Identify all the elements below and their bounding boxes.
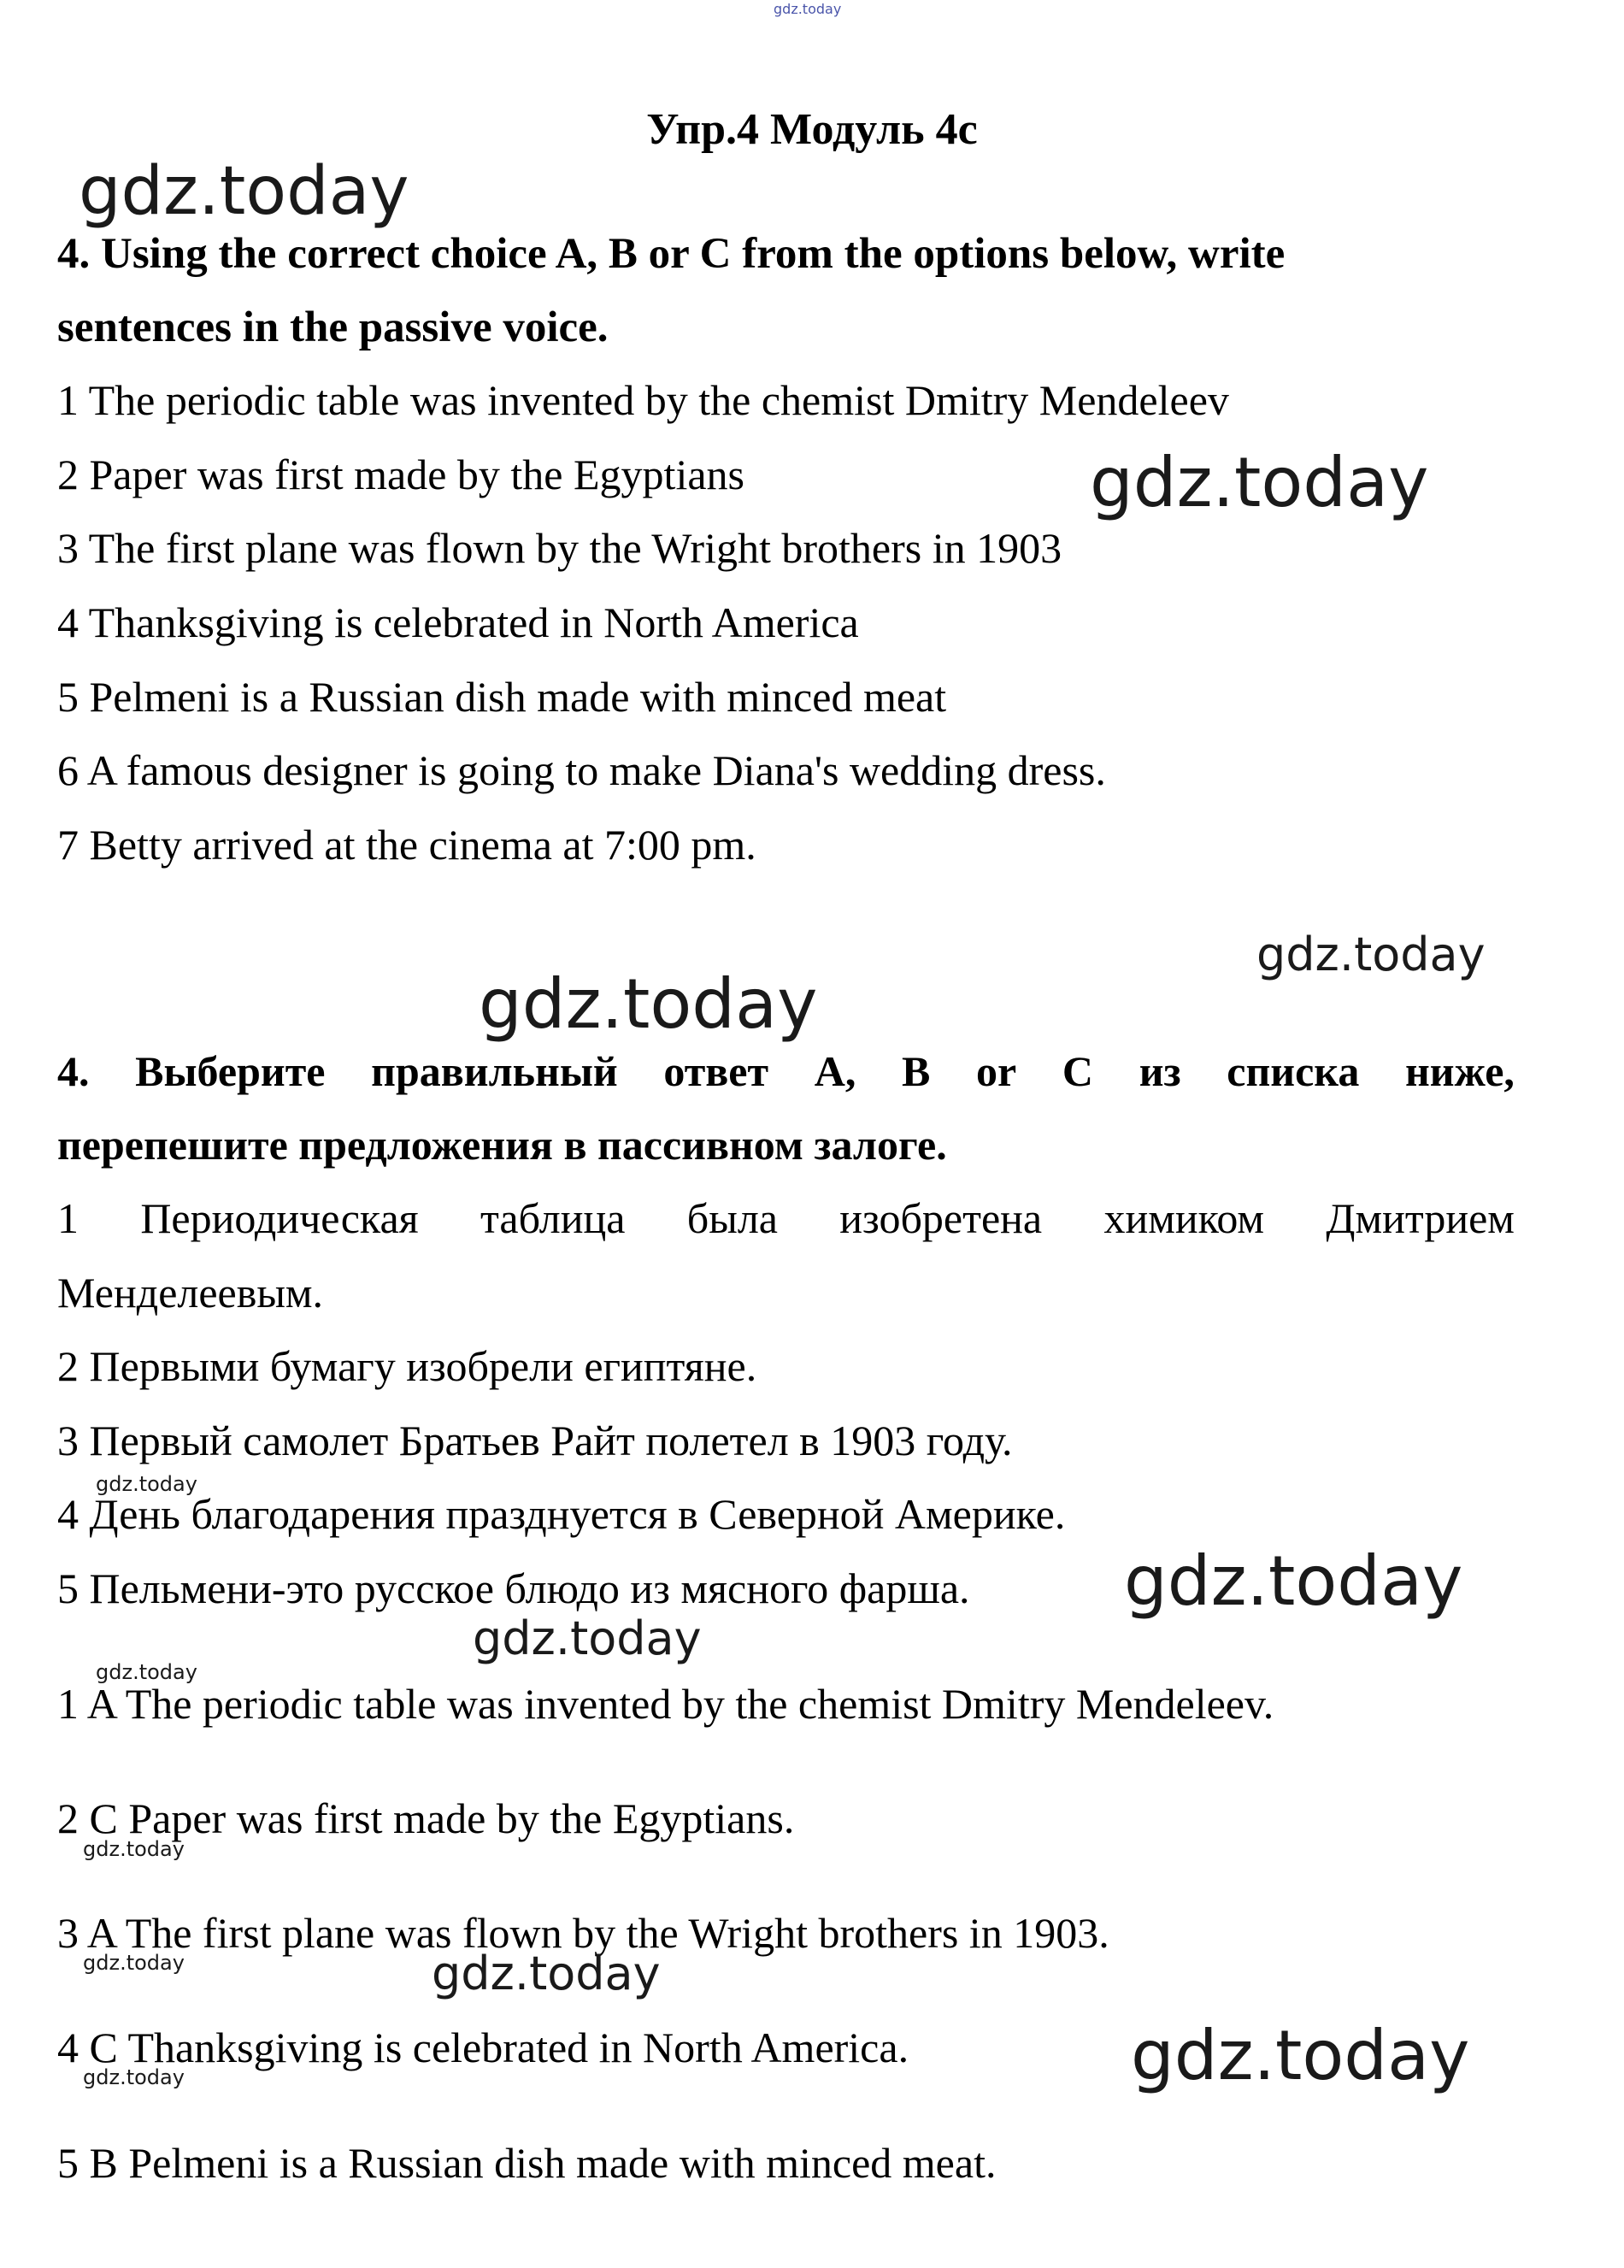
- word: ответ: [663, 1047, 769, 1095]
- answer-item: 2 C Paper was first made by the Egyptians.: [57, 1794, 795, 1842]
- russian-item: 4 День благодарения празднуется в Северной Америке.: [57, 1490, 1066, 1538]
- answer-item: 5 B Pelmeni is a Russian dish made with minced meat.: [57, 2139, 997, 2187]
- english-item: 3 The first plane was flown by the Wright brothers in 1903: [57, 524, 1062, 572]
- page-title: Упр.4 Модуль 4c: [646, 105, 978, 154]
- english-item: 4 Thanksgiving is celebrated in North America: [57, 598, 859, 646]
- watermark: gdz.today: [1124, 1541, 1463, 1621]
- word: B: [902, 1047, 931, 1095]
- word: C: [1062, 1047, 1094, 1095]
- word: Выберите: [135, 1047, 326, 1095]
- watermark: gdz.today: [479, 964, 818, 1044]
- watermark: gdz.today: [1256, 928, 1486, 981]
- word: 1: [57, 1194, 79, 1242]
- watermark: gdz.today: [1131, 2016, 1470, 2095]
- answer-item: 4 C Thanksgiving is celebrated in North America.: [57, 2024, 909, 2071]
- watermark: gdz.today: [83, 2065, 185, 2089]
- english-item: 2 Paper was first made by the Egyptians: [57, 451, 744, 498]
- english-item: 7 Betty arrived at the cinema at 7:00 pm.: [57, 821, 756, 869]
- russian-item1-line2: Менделеевым.: [57, 1269, 324, 1317]
- watermark: gdz.today: [83, 1837, 185, 1861]
- header-watermark: gdz.today: [774, 1, 842, 17]
- answer-item: 3 A The first plane was flown by the Wright brothers in 1903.: [57, 1909, 1109, 1957]
- word: из: [1139, 1047, 1181, 1095]
- russian-instruction-line1: [57, 1047, 1515, 1095]
- english-instruction-line2: sentences in the passive voice.: [57, 303, 609, 351]
- russian-item: 5 Пельмени-это русское блюдо из мясного фарша.: [57, 1564, 970, 1612]
- word: списка: [1227, 1047, 1360, 1095]
- watermark: gdz.today: [432, 1947, 661, 2000]
- russian-instruction-line2: перепешите предложения в пассивном залоге.: [57, 1121, 947, 1169]
- russian-item: 3 Первый самолет Братьев Райт полетел в 1903 году.: [57, 1417, 1013, 1464]
- word: A,: [814, 1047, 856, 1095]
- russian-item1-line1: [57, 1194, 1515, 1242]
- english-instruction-line1: 4. Using the correct choice A, B or C from the options below, write: [57, 230, 1286, 278]
- word: правильный: [371, 1047, 618, 1095]
- word: Дмитрием: [1326, 1194, 1515, 1242]
- word: Периодическая: [140, 1194, 419, 1242]
- word: 4.: [57, 1047, 90, 1095]
- english-item: 1 The periodic table was invented by the chemist Dmitry Mendeleev: [57, 376, 1229, 424]
- word: была: [686, 1194, 778, 1242]
- watermark: gdz.today: [96, 1660, 197, 1684]
- watermark: gdz.today: [1090, 443, 1429, 522]
- russian-item: 2 Первыми бумагу изобрели египтяне.: [57, 1342, 757, 1390]
- answer-item: 1 A The periodic table was invented by the chemist Dmitry Mendeleev.: [57, 1680, 1274, 1728]
- watermark: gdz.today: [473, 1611, 702, 1665]
- english-item: 5 Pelmeni is a Russian dish made with minced meat: [57, 673, 947, 721]
- word: изобретена: [839, 1194, 1043, 1242]
- word: or: [976, 1047, 1017, 1095]
- english-item: 6 A famous designer is going to make Diana's wedding dress.: [57, 746, 1106, 794]
- watermark: gdz.today: [96, 1472, 197, 1496]
- watermark: gdz.today: [79, 153, 409, 230]
- watermark: gdz.today: [83, 1951, 185, 1975]
- word: ниже,: [1405, 1047, 1515, 1095]
- word: химиком: [1103, 1194, 1265, 1242]
- word: таблица: [480, 1194, 626, 1242]
